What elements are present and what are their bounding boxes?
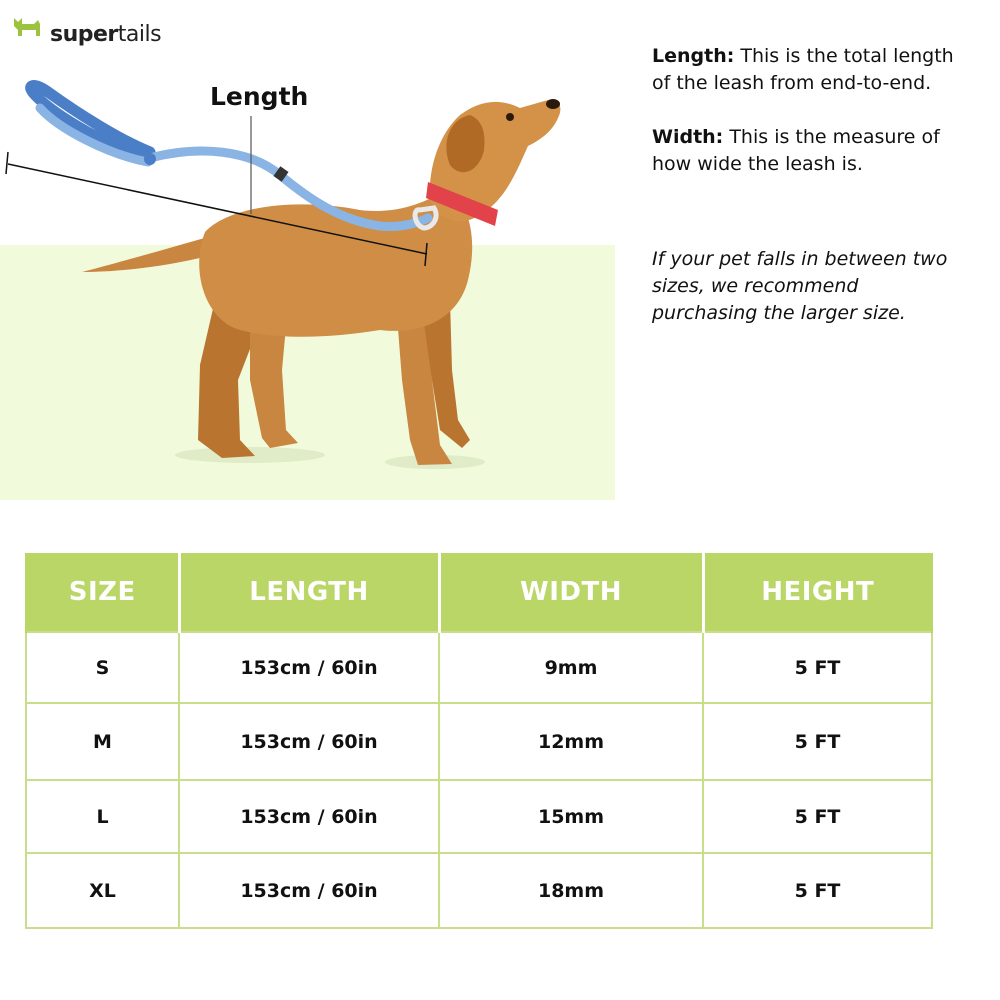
width-description-title: Width:: [652, 126, 724, 148]
length-description-text: This is the total length of the leash from end-to-end.: [652, 45, 954, 94]
cell-size: XL: [26, 853, 179, 928]
size-chart-table: [25, 553, 933, 929]
table-row: [26, 853, 932, 928]
width-description: [652, 124, 962, 178]
leash-knot: [144, 153, 156, 165]
width-description-text: This is the measure of how wide the leash is.: [652, 126, 940, 175]
table-row: [26, 703, 932, 780]
cell-width: 18mm: [439, 853, 703, 928]
dog-nose: [546, 99, 560, 109]
cell-size: S: [26, 632, 179, 703]
cell-length: 153cm / 60in: [179, 703, 439, 780]
length-description: [652, 43, 962, 97]
length-label: Length: [210, 82, 309, 111]
cell-height: 5 FT: [703, 853, 932, 928]
length-measure-start-tick: [6, 152, 8, 174]
size-recommendation-note: If your pet falls in between two sizes, we recommend purchasing the larger size.: [652, 248, 948, 324]
brand-name: supertails: [50, 22, 162, 47]
cell-width: 12mm: [439, 703, 703, 780]
cell-length: 153cm / 60in: [179, 632, 439, 703]
cell-width: 9mm: [439, 632, 703, 703]
cell-size: M: [26, 703, 179, 780]
cell-size: L: [26, 780, 179, 853]
header-width: WIDTH: [439, 553, 703, 632]
cell-height: 5 FT: [703, 632, 932, 703]
dog-eye: [506, 113, 514, 121]
header-size: SIZE: [26, 553, 179, 632]
cell-height: 5 FT: [703, 703, 932, 780]
leash-handle: [31, 86, 150, 160]
header-length: LENGTH: [179, 553, 439, 632]
dog-tail: [82, 235, 215, 272]
table-header-row: [26, 553, 932, 632]
cell-height: 5 FT: [703, 780, 932, 853]
cell-width: 15mm: [439, 780, 703, 853]
cell-length: 153cm / 60in: [179, 780, 439, 853]
cell-length: 153cm / 60in: [179, 853, 439, 928]
dog-leash-illustration: [0, 0, 620, 500]
table-row: [26, 780, 932, 853]
length-description-title: Length:: [652, 45, 735, 67]
header-height: HEIGHT: [703, 553, 932, 632]
table-row: [26, 632, 932, 703]
